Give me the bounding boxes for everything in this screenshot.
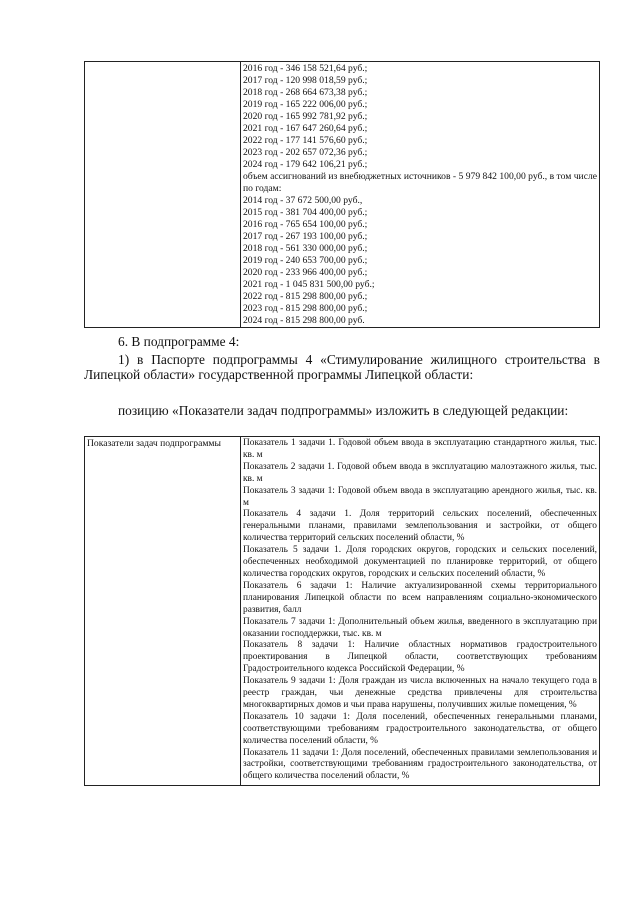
indicator-item: Показатель 10 задачи 1: Доля поселений, обеспеченных генеральными планами, соответствующими требованиям градостроительного законодательства, от общего количества поселений области, % (243, 711, 597, 746)
funding-year-line: 2017 год - 120 998 018,59 руб.; (243, 75, 368, 86)
section-heading: 6. В подпрограмме 4: (118, 334, 240, 349)
funding-year-line: 2023 год - 815 298 800,00 руб.; (243, 303, 368, 314)
funding-year-line: 2016 год - 346 158 521,64 руб.; (243, 63, 368, 74)
funding-year-line: 2022 год - 177 141 576,60 руб.; (243, 135, 368, 146)
indicator-item: Показатель 4 задачи 1. Доля территорий сельских поселений, обеспеченных генеральными планами, правилами землепользования и застройки, от общего количества территорий сельских поселений области, % (243, 509, 597, 544)
funding-values-cell (241, 62, 600, 328)
indicator-item: Показатель 1 задачи 1. Годовой объем ввода в эксплуатацию стандартного жилья, тыс. кв. м (243, 438, 597, 460)
funding-year-line: 2021 год - 167 647 260,64 руб.; (243, 123, 368, 134)
funding-year-line: 2024 год - 815 298 800,00 руб. (243, 315, 365, 326)
funding-year-line: 2018 год - 561 330 000,00 руб.; (243, 243, 368, 254)
funding-year-line: 2020 год - 165 992 781,92 руб.; (243, 111, 368, 122)
funding-year-line: 2022 год - 815 298 800,00 руб.; (243, 291, 368, 302)
funding-year-line: 2023 год - 202 657 072,36 руб.; (243, 147, 368, 158)
item-paragraph-block (84, 352, 600, 383)
funding-year-line: 2016 год - 765 654 100,00 руб.; (243, 219, 368, 230)
funding-year-line: 2024 год - 179 642 106,21 руб.; (243, 159, 368, 170)
funding-year-line: 2019 год - 240 653 700,00 руб.; (243, 255, 368, 266)
indicator-item: Показатель 8 задачи 1: Наличие областных нормативов градостроительного проектирования в Липецкой области, соответствующих требованиям Градостроительного кодекса Российской Федерации, % (243, 640, 597, 675)
funding-label-cell (85, 62, 241, 328)
extrabudgetary-total-line: объем ассигнований из внебюджетных источников - 5 979 842 100,00 руб., в том числе по годам: (243, 171, 597, 194)
indicator-item: Показатель 11 задачи 1: Доля поселений, обеспеченных правилами землепользования и застройки, соответствующими требованиям градостроительного законодательства, от общего количества поселений области, % (243, 747, 597, 782)
funding-year-line: 2020 год - 233 966 400,00 руб.; (243, 267, 368, 278)
indicator-item: Показатель 2 задачи 1. Годовой объем ввода в эксплуатацию малоэтажного жилья, тыс. кв. м (243, 461, 597, 484)
table-row (85, 437, 600, 786)
indicator-item: Показатель 6 задачи 1: Наличие актуализированной схемы территориального планирования Липецкой области по всем направлениям социально-экономического развития, балл (243, 580, 597, 615)
table-row (85, 62, 600, 328)
funding-year-line: 2015 год - 381 704 400,00 руб.; (243, 207, 368, 218)
position-paragraph-block (84, 403, 600, 418)
funding-year-line: 2017 год - 267 193 100,00 руб.; (243, 231, 368, 242)
indicators-values-cell (241, 437, 600, 786)
funding-year-line: 2018 год - 268 664 673,38 руб.; (243, 87, 368, 98)
indicator-item: Показатель 7 задачи 1: Дополнительный объем жилья, введенного в эксплуатацию при оказании господдержки, тыс. кв. м (243, 616, 597, 639)
indicator-item: Показатель 5 задачи 1. Доля городских округов, городских и сельских поселений, обеспеченных необходимой документацией по планировке территорий, от общего количества городских округов, городских и сельских поселений области, % (243, 545, 597, 579)
indicators-table (84, 436, 600, 786)
funding-year-line: 2021 год - 1 045 831 500,00 руб.; (243, 279, 375, 290)
indicator-item: Показатель 3 задачи 1: Годовой объем ввода в эксплуатацию арендного жилья, тыс. кв. м (243, 485, 597, 508)
funding-year-line: 2019 год - 165 222 006,00 руб.; (243, 99, 368, 110)
indicator-item: Показатель 9 задачи 1: Доля граждан из числа включенных на начало текущего года в реестр граждан, чьи денежные средства привлечены для строительства многоквартирных домов и чьи права нарушены, получивших жилые помещения, % (243, 676, 597, 710)
funding-table (84, 61, 600, 328)
indicators-label-cell: Показатели задач подпрограммы (85, 437, 241, 786)
position-paragraph: позицию «Показатели задач подпрограммы» изложить в следующей редакции: (118, 403, 569, 418)
funding-year-line: 2014 год - 37 672 500,00 руб., (243, 195, 363, 206)
section-heading-block (84, 334, 600, 349)
item-paragraph: 1) в Паспорте подпрограммы 4 «Стимулирование жилищного строительства в Липецкой области» государственной программы Липецкой области: (84, 352, 600, 383)
